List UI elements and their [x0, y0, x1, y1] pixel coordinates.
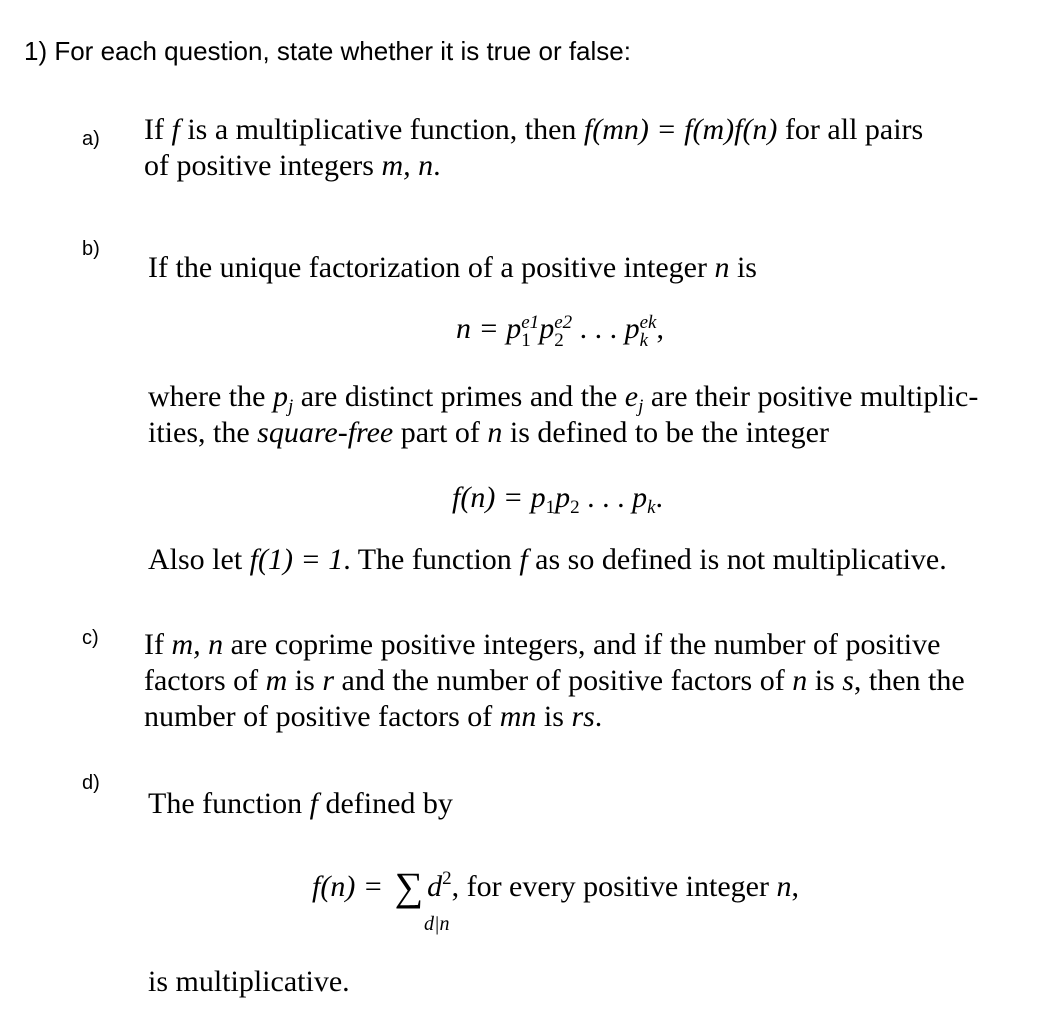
item-b-intro: If the unique factorization of a positive integer n is — [148, 251, 757, 284]
item-label-b: b) — [82, 238, 100, 260]
item-a-formula: f(mn) = f(m)f(n) — [583, 113, 778, 146]
item-a-statement — [144, 112, 923, 184]
item-b-squarefree-equation: $f(n) = p_1p_2$ . . . $p_k$. — [452, 481, 663, 518]
sum-index: d|n — [424, 913, 450, 935]
question-heading: 1) For each question, state whether it is true or false: — [24, 36, 631, 66]
item-b-factorization-equation: n = p e1 1 p e2 2 . . . p ek k , — [456, 312, 664, 351]
sum-symbol: ∑ — [394, 864, 424, 909]
square-free-term: square-free — [257, 416, 394, 449]
item-a-line2: of positive integers m, n. — [144, 149, 441, 182]
item-c-statement: If m, n are coprime positive integers, and if the number of positive factors of m is r and the number of positive factors of n is s, then the number of positive factors of mn is rs. — [144, 628, 965, 733]
item-label-d: d) — [82, 772, 100, 794]
item-b-definition: where the $p_j$ are distinct primes and the $e_j$ are their positive multiplic- ities, the square-free part of n is defined to be the integer — [148, 380, 979, 449]
item-d-intro: The function f defined by — [148, 787, 453, 820]
item-b-claim: Also let f(1) = 1. The function f as so defined is not multiplicative. — [148, 543, 947, 576]
item-d-sum-equation: f(n) = ∑ $d^2$, for every positive integer n, — [312, 864, 799, 909]
item-label-a: a) — [82, 128, 100, 150]
item-label-c: c) — [82, 627, 99, 649]
item-a-line1: If f is a multiplicative function, then f(mn) = f(m)f(n) for all pairs — [144, 113, 924, 146]
item-d-claim: is multiplicative. — [148, 965, 350, 998]
